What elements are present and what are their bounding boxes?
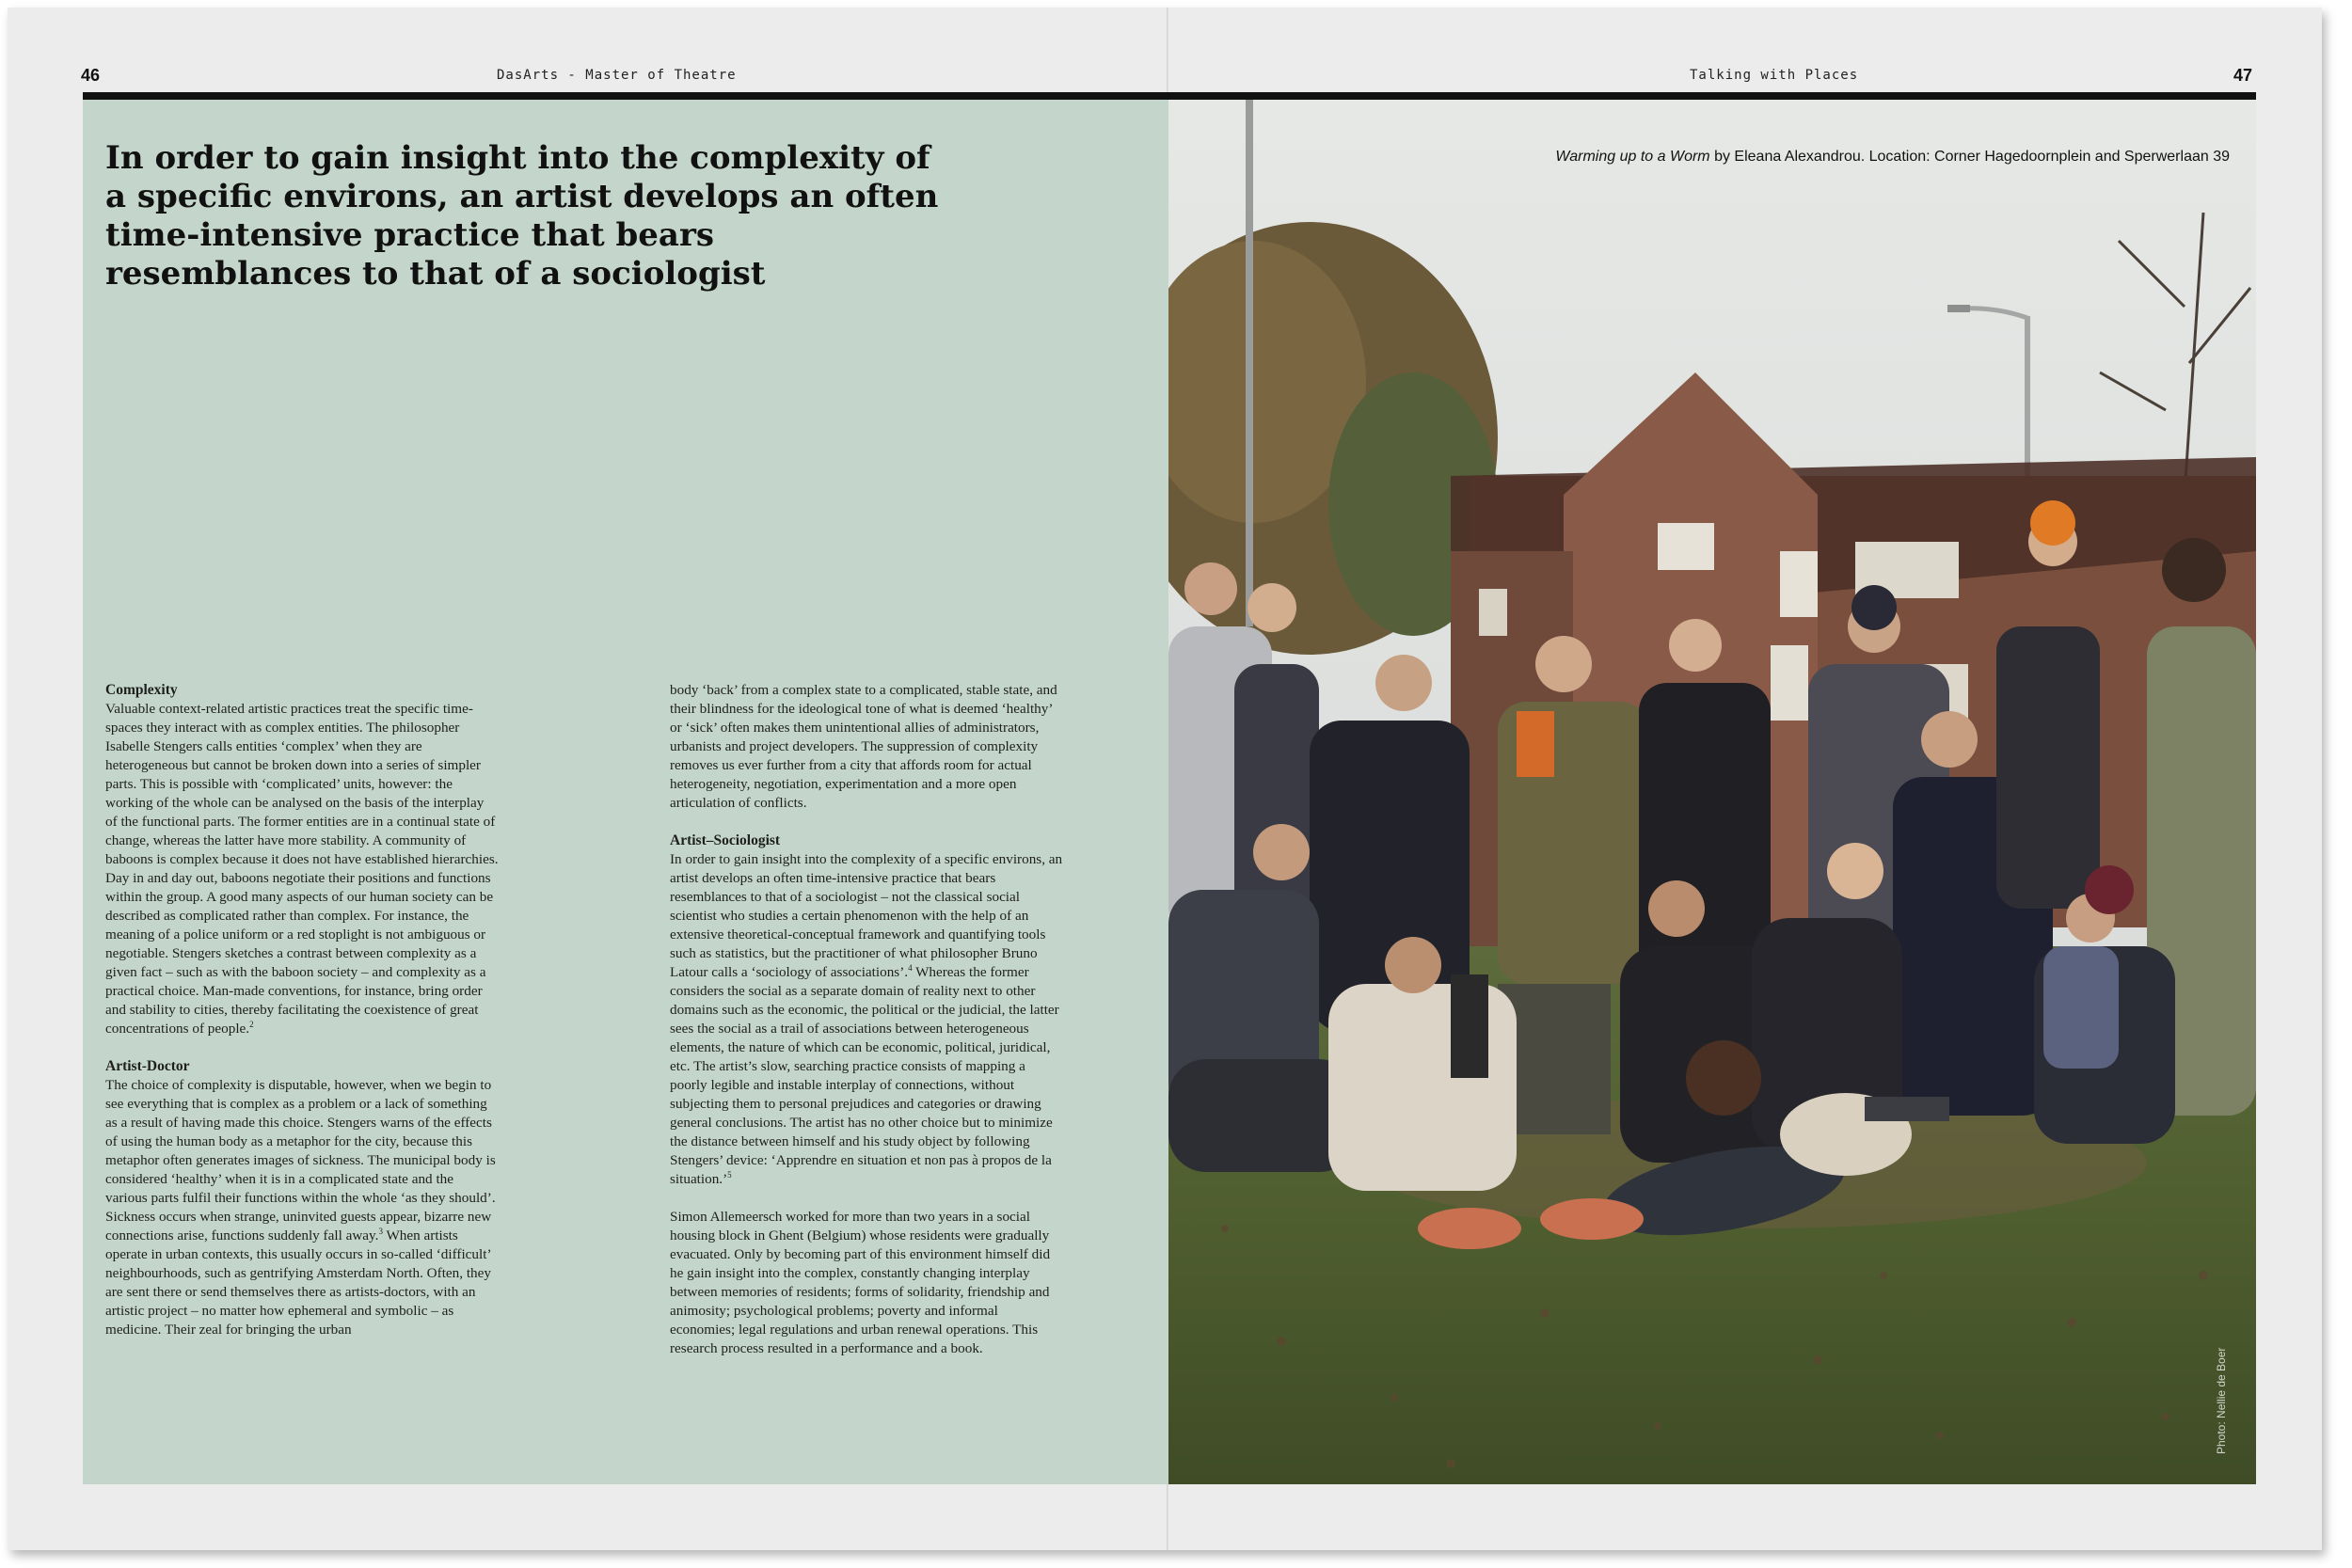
left-running-header: DasArts - Master of Theatre bbox=[497, 68, 737, 83]
footnote-marker: 3 bbox=[378, 1226, 383, 1236]
photo-illustration bbox=[1168, 100, 2256, 1484]
photo-credit: Photo: Nellie de Boer bbox=[2215, 1347, 2228, 1454]
right-page-number: 47 bbox=[2233, 66, 2253, 85]
right-running-header: Talking with Places bbox=[1690, 68, 1859, 83]
pull-quote-headline: In order to gain insight into the complexity of a specific environs, an artist develops an often time-intensive practice that bears resemblances to that of a sociologist bbox=[105, 139, 939, 293]
left-page-number: 46 bbox=[81, 66, 101, 85]
text-column-2 bbox=[670, 681, 1063, 1358]
footnote-marker: 2 bbox=[249, 1019, 254, 1029]
section-heading-complexity: Complexity bbox=[105, 682, 178, 698]
paragraph: body ‘back’ from a complex state to a complicated, stable state, and their blindness for the ideological tone of what is deemed ‘healthy’ or ‘sick’ often makes them unintentional allies of administrators, urbanists and project developers. The suppression of complexity removes us ever further from a city that affords room for actual heterogeneity, negotiation, experimentation and a more open articulation of conflicts. bbox=[670, 682, 1057, 811]
section-heading-artist-doctor: Artist-Doctor bbox=[105, 1058, 190, 1074]
section-heading-artist-sociologist: Artist–Sociologist bbox=[670, 832, 781, 848]
paragraph: The choice of complexity is disputable, however, when we begin to see everything that is complex as a problem or a lack of something as a result of having made this choice. Stengers warns of the effects of using the human body as a metaphor for the city, because this metaphor often generates images of sickness. The municipal body is considered ‘healthy’ when it is in a complicated state and the various parts fulfil their functions within the whole ‘as they should’. Sickness occurs when strange, uninvited guests appear, bizarre new connections arise, functions suddenly fall away.$^3$ When artists operate in urban contexts, this usually occurs in so-called ‘difficult’ neighbourhoods, such as gentrifying Amsterdam North. Often, they are sent there or send themselves there as artists-doctors, with an artistic project – no matter how ephemeral and symbolic – as medicine. Their zeal for bringing the urban bbox=[105, 1077, 496, 1338]
photo-caption: Warming up to a Worm by Eleana Alexandrou. Location: Corner Hagedoornplein and Sperwerlaan 39 bbox=[1555, 149, 2230, 165]
paragraph: In order to gain insight into the complexity of a specific environs, an artist develops an often time-intensive practice that bears resemblances to that of a sociologist – not the classical social scientist who studies a certain phenomenon with the help of an extensive theoretical-conceptual framework and quantifying tools such as statistics, but the practitioner of what philosopher Bruno Latour calls a ‘sociology of associations’.$^4$ Whereas the former considers the social as a separate domain of reality next to other domains such as the economic, the political or the judicial, the latter sees the social as a trail of associations between heterogeneous elements, the nature of which can be economic, political, juridical, etc. The artist’s slow, searching practice consists of mapping a poorly legible and instable interplay of connections, without subjecting them to personal prejudices and categories or drawing general conclusions. The artist has no other choice but to minimize the distance between himself and his study object by following Stengers’ device: ‘Apprendre en situation et non pas à propos de la situation.’$^5$ bbox=[670, 851, 1063, 1187]
event-photo bbox=[1168, 100, 2256, 1484]
paragraph: Simon Allemeersch worked for more than two years in a social housing block in Ghent (Belgium) whose residents were gradually evacuated. Only by becoming part of this environment himself did he gain insight into the complex, constantly changing interplay between memories of residents; forms of solidarity, friendship and animosity; psychological problems; poverty and informal economies; legal regulations and urban renewal operations. This research process resulted in a performance and a book. bbox=[670, 1209, 1051, 1356]
footnote-marker: 4 bbox=[908, 962, 913, 973]
footnote-marker: 5 bbox=[727, 1169, 732, 1180]
header-rule bbox=[83, 92, 2256, 100]
magazine-spread bbox=[8, 8, 2322, 1550]
text-column-1 bbox=[105, 681, 499, 1339]
paragraph: Valuable context-related artistic practices treat the specific time-spaces they interact with as complex entities. The philosopher Isabelle Stengers calls entities ‘complex’ when they are heterogeneous but cannot be broken down into a series of simpler parts. This is possible with ‘complicated’ units, however: the working of the whole can be analysed on the basis of the interplay of the functional parts. The former entities are in a continual state of change, whereas the latter have more stability. A community of baboons is complex because it does not have established hierarchies. Day in and day out, baboons negotiate their positions and functions within the group. A good many aspects of our human society can be described as complicated rather than complex. For instance, the meaning of a police uniform or a red stoplight is not ambiguous or negotiable. Stengers sketches a contrast between complexity as a given fact – such as with the baboon society – and complexity as a practical choice. Man-made conventions, for instance, bring order and stability to cities, thereby facilitating the coexistence of great concentrations of people.$^2$ bbox=[105, 701, 499, 1037]
